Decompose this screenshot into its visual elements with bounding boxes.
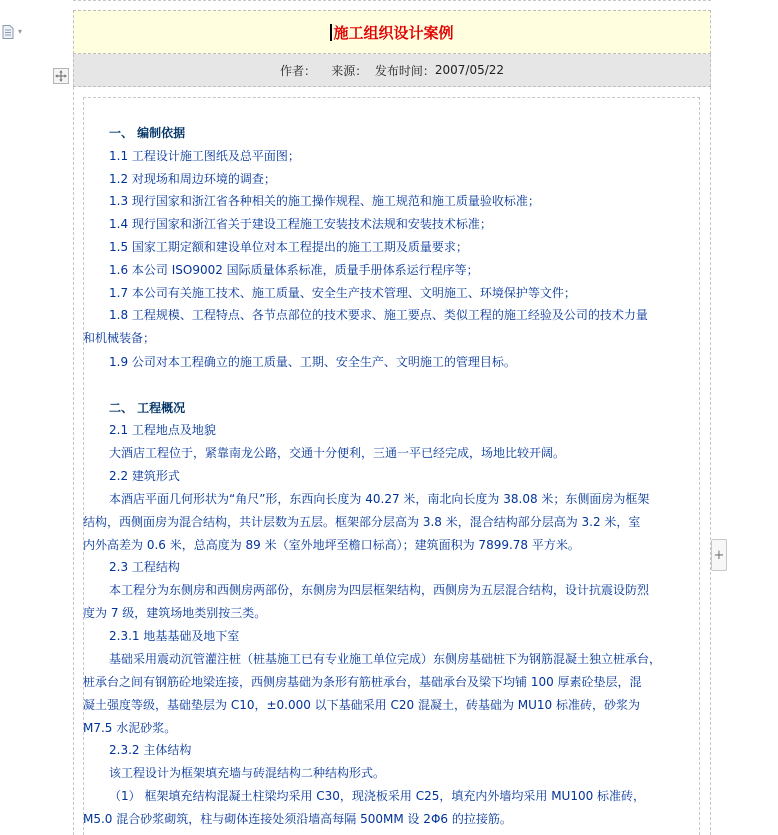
document-view-menu[interactable] (0, 22, 30, 42)
text-line: M7.5 水泥砂浆。 (83, 721, 177, 735)
add-column-button[interactable] (711, 539, 727, 571)
move-icon (55, 70, 67, 82)
text-line: 结构，西侧面房为混合结构，共计层数为五层。框架部分层高为 3.8 米，混合结构部分层高为 3.2 米，室 (83, 515, 641, 529)
text-line: 1.4 现行国家和浙江省关于建设工程施工安装技术法规和安装技术标准； (109, 217, 492, 231)
date-value: 2007/05/22 (434, 63, 505, 77)
table-move-handle[interactable] (53, 68, 69, 84)
document-icon (2, 25, 14, 39)
text-line: 1.7 本公司有关施工技术、施工质量、安全生产技术管理、文明施工、环境保护等文件； (109, 286, 576, 300)
text-line: 内外高差为 0.6 米，总高度为 89 米（室外地坪至檐口标高）；建筑面积为 7899.78 平方米。 (83, 538, 580, 552)
text-line: 2.3.2 主体结构 (109, 743, 192, 757)
text-line: 度为 7 级，建筑场地类别按三类。 (83, 606, 267, 620)
meta-row[interactable] (73, 54, 711, 87)
text-line: M5.0 混合砂浆砌筑，柱与砌体连接处须沿墙高每隔 500MM 设 2Φ6 的拉接筋。 (83, 812, 512, 826)
author-label: 作者： (279, 63, 316, 78)
page-title: 施工组织设计案例 (333, 23, 454, 42)
title-cell[interactable] (73, 10, 711, 54)
plus-icon: + (713, 547, 725, 563)
section-heading-2: 二、 工程概况 (109, 401, 186, 415)
text-line: 和机械装备； (83, 331, 156, 345)
text-line: 1.8 工程规模、工程特点、各节点部位的技术要求、施工要点、类似工程的施工经验及公司的技术力量 (109, 308, 648, 322)
text-line: 凝土强度等级，基础垫层为 C10，±0.000 以下基础采用 C20 混凝土，砖基础为 MU10 标准砖，砂浆为 (83, 698, 641, 712)
text-line: 1.3 现行国家和浙江省各种相关的施工操作规程、施工规范和施工质量验收标准； (109, 194, 540, 208)
text-line: 1.2 对现场和周边环境的调查； (109, 172, 276, 186)
source-label: 来源： (331, 63, 368, 78)
chevron-down-icon: ▾ (18, 27, 23, 36)
text-line: 本酒店平面几何形状为“角尺”形，东西向长度为 40.27 米，南北向长度为 38.08 米；东侧面房为框架 (109, 492, 650, 506)
text-line: 2.3.1 地基基础及地下室 (109, 629, 240, 643)
text-line: 1.6 本公司 ISO9002 国际质量体系标准，质量手册体系运行程序等； (109, 263, 479, 277)
text-line: 1.1 工程设计施工图纸及总平面图； (109, 149, 300, 163)
text-line: 1.9 公司对本工程确立的施工质量、工期、安全生产、文明施工的管理目标。 (109, 355, 516, 369)
section-heading-1: 一、 编制依据 (109, 126, 186, 140)
text-line: 1.5 国家工期定额和建设单位对本工程提出的施工工期及质量要求； (109, 240, 468, 254)
text-cursor (330, 24, 332, 41)
text-line: 桩承台之间有钢筋砼地梁连接，西侧房基础为条形有筋桩承台，基础承台及梁下均铺 100 厚素砼垫层，混 (83, 675, 642, 689)
text-line: 2.3 工程结构 (109, 560, 180, 574)
text-line: （1） 框架填充结构混凝土柱梁均采用 C30，现浇板采用 C25，填充内外墙均采用 MU100 标准砖， (109, 789, 646, 803)
text-line: 本工程分为东侧房和西侧房两部份，东侧房为四层框架结构，西侧房为五层混合结构，设计抗震设防烈 (109, 583, 650, 597)
text-line: 基础采用震动沉管灌注桩（桩基施工已有专业施工单位完成）东侧房基础桩下为钢筋混凝土独立桩承台， (109, 652, 662, 666)
text-line: 2.1 工程地点及地貌 (109, 423, 216, 437)
text-line: 大酒店工程位于，紧靠南龙公路，交通十分便利，三通一平已经完成，场地比较开阔。 (109, 446, 566, 460)
page-top-border (73, 0, 711, 2)
date-label: 发布时间： (374, 63, 435, 78)
text-line: 该工程设计为框架填充墙与砖混结构二种结构形式。 (109, 766, 386, 780)
text-line: 2.2 建筑形式 (109, 469, 180, 483)
